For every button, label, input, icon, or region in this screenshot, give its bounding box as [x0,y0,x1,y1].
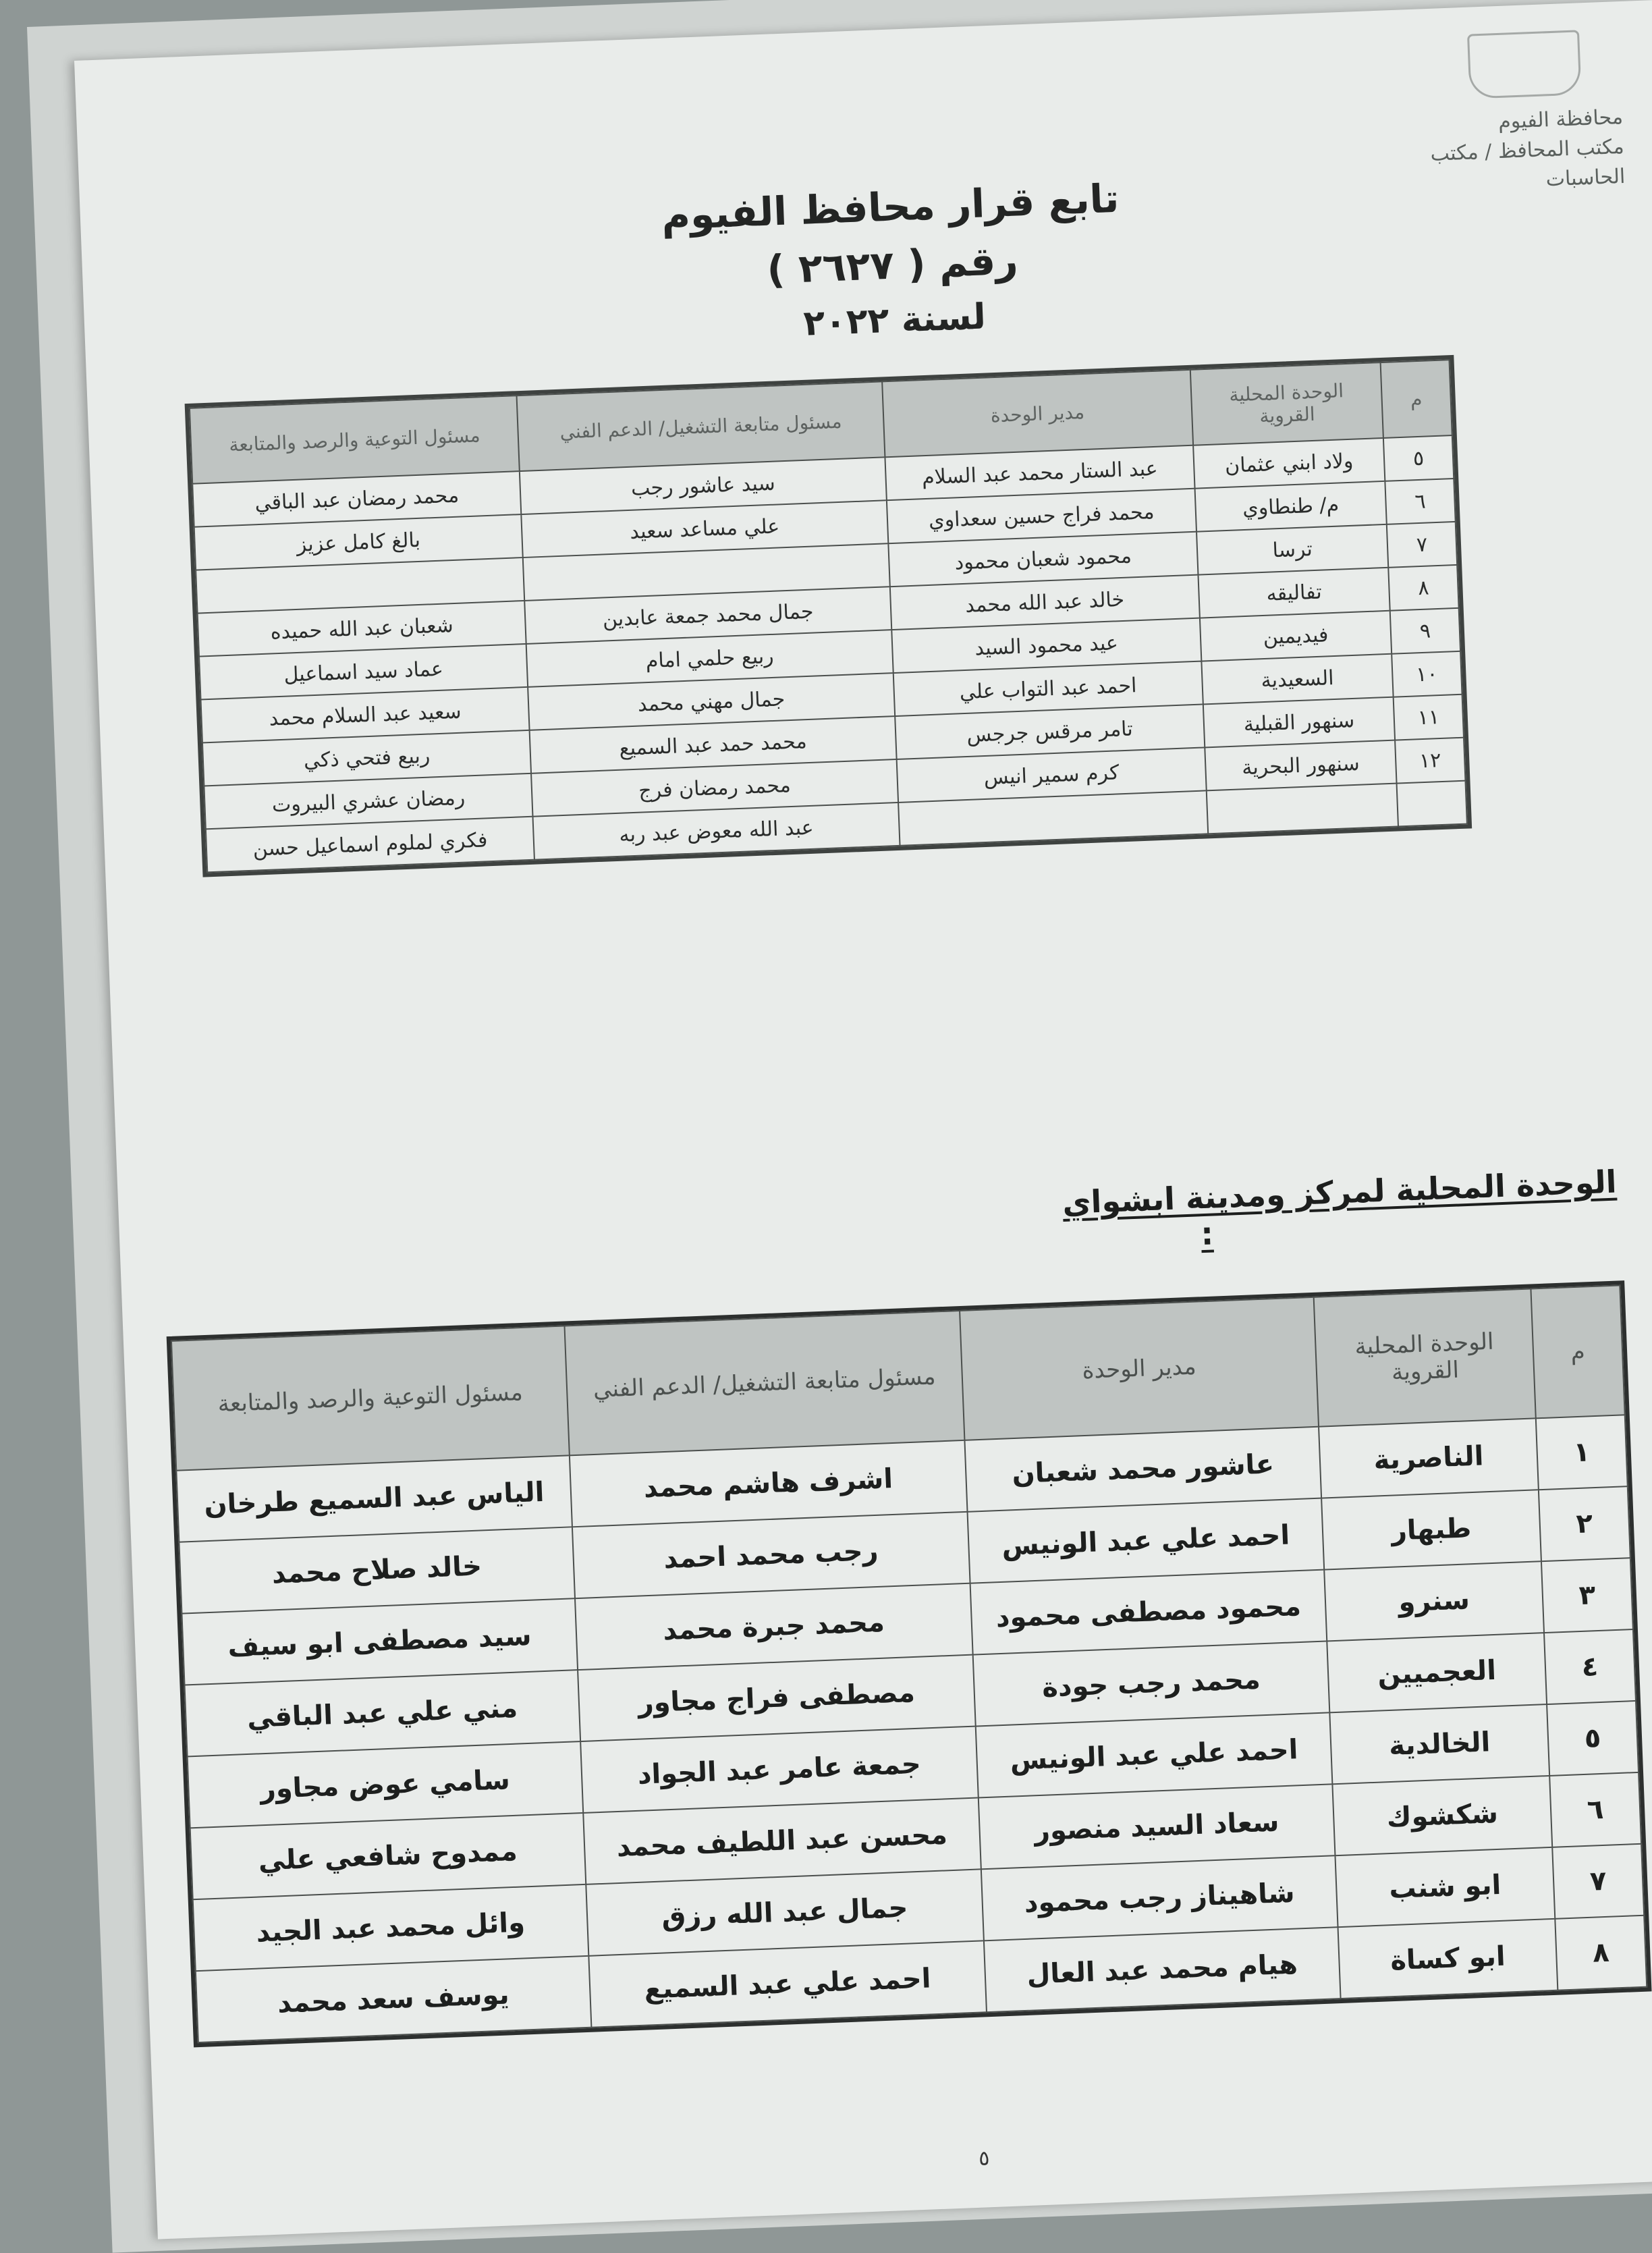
manager-name: عبد الستار محمد عبد السلام [885,445,1194,501]
ops-name: مصطفى فراج مجاور [578,1655,976,1741]
awareness-name: سيد مصطفى ابو سيف [182,1598,577,1685]
unit-name [1207,784,1398,834]
row-number: ١٢ [1395,738,1465,784]
col-header-num: م [1381,360,1452,438]
ops-name: جمال محمد جمعة عابدين [524,587,891,644]
letterhead-line: الحاسبات [1545,164,1626,192]
ops-name: سيد عاشور رجب [520,457,886,514]
unit-name: سنهور القبلية [1203,697,1395,748]
unit-name: الخالدية [1329,1704,1549,1784]
manager-name: سعاد السيد منصور [979,1784,1336,1869]
awareness-name: الياس عبد السميع طرخان [176,1455,572,1542]
villages-table-continued [189,359,1468,873]
unit-name: سنرو [1324,1561,1544,1641]
awareness-name: يوسف سعد محمد [196,1956,591,2042]
row-number: ٣ [1541,1558,1633,1633]
col-header-ops: مسئول متابعة التشغيل/ الدعم الفني [564,1311,964,1455]
document-page [74,0,1652,2240]
ops-name: اشرف هاشم محمد [569,1440,967,1527]
eagle-crest-icon [1467,30,1582,99]
awareness-name: عماد سيد اسماعيل [199,644,528,700]
manager-name: عيد محمود السيد [891,618,1201,674]
unit-name: ولاد ابني عثمان [1193,438,1385,489]
manager-name: شاهيناز رجب محمود [981,1855,1338,1940]
awareness-name: مني علي عبد الباقي [185,1670,580,1756]
awareness-name: خالد صلاح محمد [179,1527,574,1613]
awareness-name: سامي عوض مجاور [188,1741,583,1828]
col-header-ops: مسئول متابعة التشغيل/ الدعم الفني [517,381,885,471]
ops-name: جمعة عامر عبد الجواد [580,1727,979,1813]
manager-name: احمد علي عبد الونيس [967,1498,1324,1583]
col-header-manager: مدير الوحدة [882,370,1193,457]
letterhead-line: محافظة الفيوم [1497,105,1624,134]
col-header-num: م [1531,1285,1624,1418]
unit-name: ابو شنب [1335,1847,1555,1927]
row-number: ٥ [1547,1701,1639,1776]
col-header-awareness: مسئول التوعية والرصد والمتابعة [190,396,520,484]
title-line: رقم ( ٢٦٢٧ ) [766,237,1019,293]
awareness-name: وائل محمد عبد الجيد [193,1884,588,1971]
row-number: ٢ [1539,1486,1630,1561]
col-header-unit: الوحدة المحلية القروية [1190,362,1383,445]
row-number: ٦ [1549,1772,1641,1847]
title-line: تابع قرار محافظ الفيوم [660,175,1120,239]
manager-name: محمد فراج حسين سعداوي [887,489,1196,544]
manager-name: هيام محمد عبد العال [984,1927,1341,2012]
row-number: ٧ [1552,1844,1644,1919]
awareness-name: محمد رمضان عبد الباقي [192,471,521,527]
unit-name: ترسا [1196,524,1388,575]
awareness-name: شعبان عبد الله حميده [198,601,526,657]
row-number: ١١ [1394,695,1464,740]
row-number: ٥ [1383,435,1454,481]
row-number: ٦ [1385,479,1455,524]
awareness-name: رمضان عشري البيروت [204,773,532,830]
row-number: ٧ [1387,522,1457,568]
section-heading-text: الوحدة المحلية لمركز ومدينة ابشواي [1062,1163,1618,1222]
unit-name: طبهار [1321,1490,1541,1569]
ops-name: محمد رمضان فرج [531,759,898,817]
ops-name: احمد علي عبد السميع [588,1940,987,2027]
manager-name: عاشور محمد شعبان [964,1427,1321,1512]
ops-name: عبد الله معوض عبد ربه [533,803,900,860]
row-number: ٤ [1544,1629,1636,1704]
ops-name: محمد حمد عبد السميع [530,716,896,773]
ibshway-villages-table [171,1284,1647,2043]
ops-name: رجب محمد احمد [572,1512,970,1598]
awareness-name: ممدوح شافعي علي [190,1813,586,1899]
awareness-name: بالغ كامل عزيز [194,514,523,570]
section-heading [806,1164,1618,1268]
unit-name: م/ طنطاوي [1195,481,1387,532]
row-number: ١٠ [1392,651,1462,697]
letterhead-line: مكتب المحافظ / مكتب [1429,134,1625,166]
ops-name: جمال مهني محمد [528,673,894,730]
awareness-name: سعيد عبد السلام محمد [200,687,529,743]
page-number: ٥ [978,2146,991,2171]
manager-name: محمود مصطفى محمود [970,1570,1327,1655]
section-heading-colon: : [1200,1215,1214,1253]
ops-name: محمد جبرة محمد [575,1583,973,1670]
ops-name: ربيع حلمي امام [526,630,893,687]
unit-name: ابو كساة [1338,1919,1558,1999]
title-line: لسنة ٢٠٢٢ [802,296,987,344]
unit-name: تفاليقه [1198,568,1389,618]
manager-name: احمد علي عبد الونيس [976,1712,1333,1797]
ops-name: جمال عبد الله رزق [586,1869,984,1955]
letterhead [1379,103,1626,201]
awareness-name: فكري لملوم اسماعيل حسن [206,817,534,873]
ops-name: علي مساعد سعيد [522,500,888,558]
manager-name: كرم سمير انيس [896,747,1206,803]
row-number: ١ [1536,1415,1628,1490]
decree-title [518,164,1267,361]
unit-name: فيديمين [1200,611,1392,661]
unit-name: العجميين [1327,1633,1547,1712]
awareness-name: ربيع فتحي ذكي [202,730,531,786]
manager-name: محمود شعبان محمود [888,532,1198,587]
row-number: ٨ [1555,1916,1647,1990]
row-number: ٨ [1388,565,1458,611]
manager-name: خالد عبد الله محمد [889,575,1199,630]
manager-name: تامر مرقس جرجس [895,704,1205,759]
unit-name: سنهور البحرية [1205,740,1396,791]
row-number: ٩ [1390,608,1460,654]
ops-name: محسن عبد اللطيف محمد [583,1797,981,1884]
col-header-manager: مدير الوحدة [960,1297,1319,1440]
manager-name: احمد عبد التواب علي [893,661,1203,717]
col-header-awareness: مسئول التوعية والرصد والمتابعة [171,1326,570,1471]
unit-name: شكشوك [1332,1776,1552,1855]
unit-name: الناصرية [1319,1418,1539,1498]
manager-name: محمد رجب جودة [973,1641,1330,1726]
row-number [1397,781,1467,827]
col-header-unit: الوحدة المحلية القروية [1314,1288,1536,1426]
unit-name: السعيدية [1201,654,1393,705]
